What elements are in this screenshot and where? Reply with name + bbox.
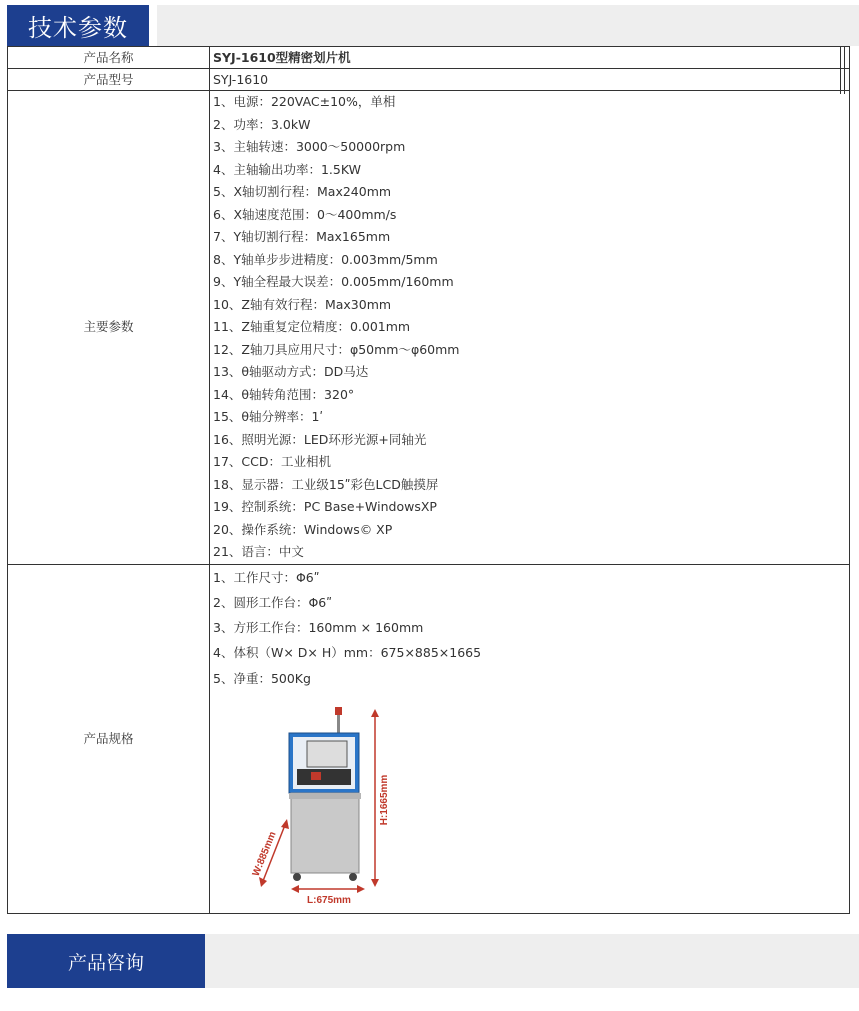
- spec-label: 产品规格: [8, 564, 210, 913]
- product-model-label: 产品型号: [8, 69, 210, 91]
- list-item: 2、功率：3.0kW: [213, 116, 311, 132]
- table-row: [8, 564, 850, 913]
- list-item: 16、照明光源：LED环形光源+同轴光: [213, 431, 427, 447]
- list-item: 21、语言：中文: [213, 544, 304, 559]
- list-item: 17、CCD：工业相机: [213, 454, 331, 469]
- list-item: 12、Z轴刀具应用尺寸：φ50mm～φ60mm: [213, 341, 460, 357]
- machine-illustration: [249, 705, 399, 905]
- machine-image: [249, 705, 399, 905]
- list-item: 10、Z轴有效行程：Max30mm: [213, 296, 392, 312]
- list-item: 9、Y轴全程最大误差：0.005mm/160mm: [213, 274, 454, 289]
- list-item: 3、主轴转速：3000～50000rpm: [213, 139, 406, 154]
- inquiry-header: [7, 934, 859, 988]
- table-row: [8, 47, 850, 69]
- list-item: 1、工作尺寸：Φ6ʺ: [213, 569, 320, 585]
- table-row: [8, 91, 850, 565]
- width-dimension: W:885mm: [250, 830, 279, 878]
- list-item: 3、方形工作台：160mm × 160mm: [213, 620, 424, 636]
- list-item: 1、电源：220VAC±10%，单相: [213, 94, 396, 109]
- product-name-value: SYJ-1610型精密划片机: [210, 47, 850, 69]
- list-item: 20、操作系统：Windows© XP: [213, 521, 393, 537]
- list-item: 18、显示器：工业级15ʺ彩色LCD触摸屏: [213, 476, 439, 492]
- list-item: 14、θ轴转角范围：320°: [213, 386, 355, 402]
- inquiry-tab[interactable]: 产品咨询: [7, 934, 205, 988]
- list-item: 5、X轴切割行程：Max240mm: [213, 184, 392, 199]
- spec-table: [7, 46, 850, 914]
- list-item: 6、X轴速度范围：0～400mm/s: [213, 206, 397, 222]
- product-model-value: SYJ-1610: [210, 69, 850, 91]
- list-item: 13、θ轴驱动方式：DD马达: [213, 364, 369, 379]
- tech-params-header: [7, 5, 859, 46]
- list-item: 15、θ轴分辨率：1ʹ: [213, 409, 323, 424]
- list-item: 19、控制系统：PC Base+WindowsXP: [213, 499, 437, 514]
- list-item: 11、Z轴重复定位精度：0.001mm: [213, 319, 411, 334]
- main-params-list: [210, 91, 850, 565]
- list-item: 7、Y轴切割行程：Max165mm: [213, 229, 391, 244]
- list-item: 2、圆形工作台：Φ6ʺ: [213, 594, 332, 610]
- list-item: 4、主轴输出功率：1.5KW: [213, 161, 361, 177]
- list-item: 8、Y轴单步步进精度：0.003mm/5mm: [213, 251, 438, 267]
- main-params-label: 主要参数: [8, 91, 210, 565]
- length-dimension: L:675mm: [307, 894, 351, 905]
- list-item: 4、体积（W× D× H）mm：675×885×1665: [213, 645, 482, 661]
- header-divider: [149, 5, 157, 46]
- product-name-label: 产品名称: [8, 47, 210, 69]
- list-item: 5、净重：500Kg: [213, 670, 311, 686]
- spec-list: [210, 564, 850, 913]
- height-dimension: H:1665mm: [379, 774, 390, 826]
- table-row: [8, 69, 850, 91]
- tech-params-title: 技术参数: [7, 5, 149, 46]
